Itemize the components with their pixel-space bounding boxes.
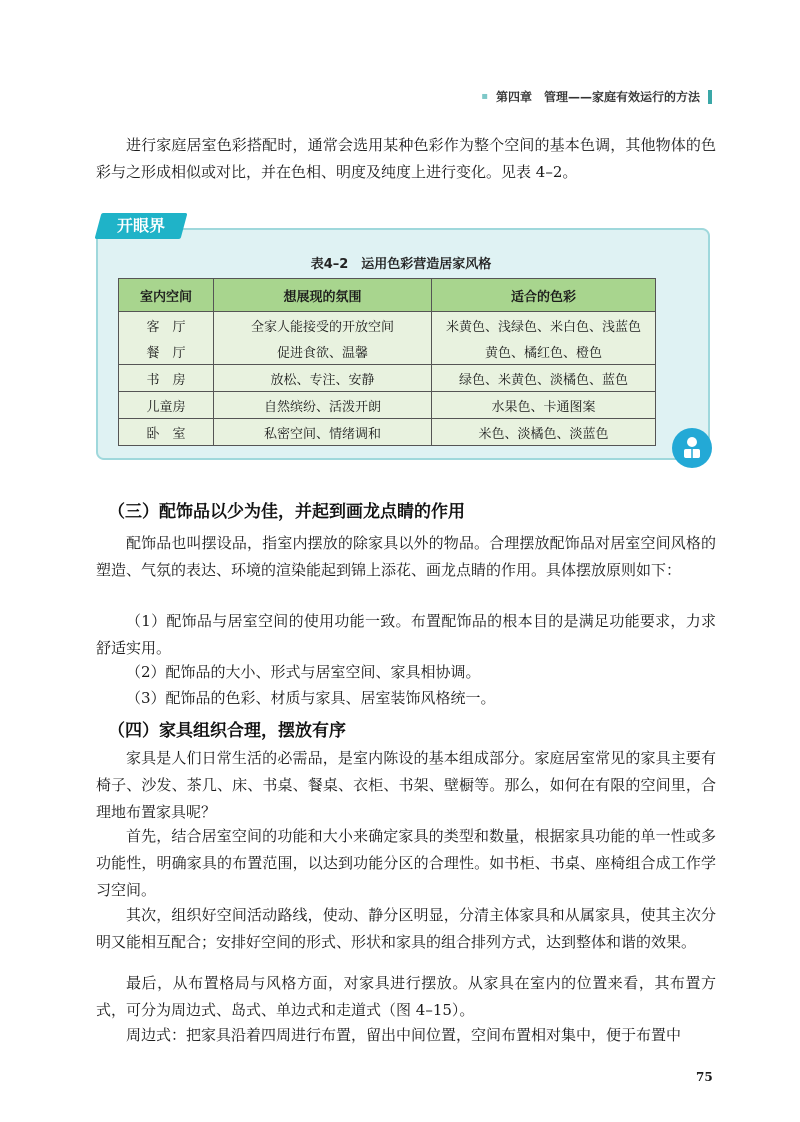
section3-item-3: （3）配饰品的色彩、材质与家具、居室装饰风格统一。 xyxy=(126,689,496,707)
section3-item-2: （2）配饰品的大小、形式与居室空间、家具相协调。 xyxy=(126,663,481,681)
reading-mascot-icon xyxy=(672,428,712,468)
color-style-table xyxy=(118,278,656,446)
table-row xyxy=(119,312,656,339)
intro-paragraph: 进行家庭居室色彩搭配时，通常会选用某种色彩作为整个空间的基本色调，其他物体的色彩与之形成相似或对比，并在色相、明度及纯度上进行变化。见表 4–2。 xyxy=(96,136,716,181)
section4-paragraph-5: 周边式：把家具沿着四周进行布置，留出中间位置，空间布置相对集中，便于布置中 xyxy=(126,1026,682,1044)
table-cell: 私密空间、情绪调和 xyxy=(214,419,432,446)
section4-paragraph-3: 其次，组织好空间活动路线，使动、静分区明显，分清主体家具和从属家具，使其主次分明又能相互配合；安排好空间的形式、形状和家具的组合排列方式，达到整体和谐的效果。 xyxy=(96,906,716,951)
section3-item-1: （1）配饰品与居室空间的使用功能一致。布置配饰品的根本目的是满足功能要求，力求舒适实用。 xyxy=(96,612,716,657)
table-cell: 全家人能接受的开放空间 xyxy=(214,312,432,339)
bullet-icon: ▪ xyxy=(481,91,488,102)
table-header-cell: 想展现的氛围 xyxy=(214,279,432,312)
table-cell: 自然缤纷、活泼开朗 xyxy=(214,392,432,419)
table-cell: 促进食欲、温馨 xyxy=(214,338,432,365)
table-cell: 卧 室 xyxy=(119,419,214,446)
table-cell: 米黄色、浅绿色、米白色、浅蓝色 xyxy=(432,312,656,339)
page-number: 75 xyxy=(696,1070,713,1084)
header-text: 第四章 管理——家庭有效运行的方法 xyxy=(495,90,700,104)
tip-box-tag: 开眼界 xyxy=(95,213,188,239)
section4-paragraph-4: 最后，从布置格局与风格方面，对家具进行摆放。从家具在室内的位置来看，其布置方式，可分为周边式、岛式、单边式和走道式（图 4–15）。 xyxy=(96,974,716,1019)
section-heading-4: （四）家具组织合理，摆放有序 xyxy=(108,721,346,741)
table-cell: 绿色、米黄色、淡橘色、蓝色 xyxy=(432,365,656,392)
table-cell: 黄色、橘红色、橙色 xyxy=(432,338,656,365)
section4-paragraph-1: 家具是人们日常生活的必需品，是室内陈设的基本组成部分。家庭居室常见的家具主要有椅子、沙发、茶几、床、书桌、餐桌、衣柜、书架、壁橱等。那么，如何在有限的空间里，合理地布置家具呢？ xyxy=(96,749,716,821)
header-bar-decoration xyxy=(708,90,712,104)
table-header-cell: 适合的色彩 xyxy=(432,279,656,312)
table-cell: 儿童房 xyxy=(119,392,214,419)
table-row xyxy=(119,338,656,365)
table-cell: 水果色、卡通图案 xyxy=(432,392,656,419)
table-cell: 餐 厅 xyxy=(119,338,214,365)
running-header xyxy=(481,88,712,105)
section3-paragraph-1: 配饰品也叫摆设品，指室内摆放的除家具以外的物品。合理摆放配饰品对居室空间风格的塑造、气氛的表达、环境的渲染能起到锦上添花、画龙点睛的作用。具体摆放原则如下： xyxy=(96,534,716,579)
table-row xyxy=(119,365,656,392)
table-cell: 米色、淡橘色、淡蓝色 xyxy=(432,419,656,446)
table-row xyxy=(119,419,656,446)
table-cell: 书 房 xyxy=(119,365,214,392)
table-header-cell: 室内空间 xyxy=(119,279,214,312)
table-cell: 客 厅 xyxy=(119,312,214,339)
section4-paragraph-2: 首先，结合居室空间的功能和大小来确定家具的类型和数量，根据家具功能的单一性或多功能性，明确家具的布置范围，以达到功能分区的合理性。如书柜、书桌、座椅组合成工作学习空间。 xyxy=(96,827,716,899)
table-row xyxy=(119,392,656,419)
section-heading-3: （三）配饰品以少为佳，并起到画龙点睛的作用 xyxy=(108,502,465,522)
table-cell: 放松、专注、安静 xyxy=(214,365,432,392)
table-title: 表4–2 运用色彩营造居家风格 xyxy=(310,257,492,272)
